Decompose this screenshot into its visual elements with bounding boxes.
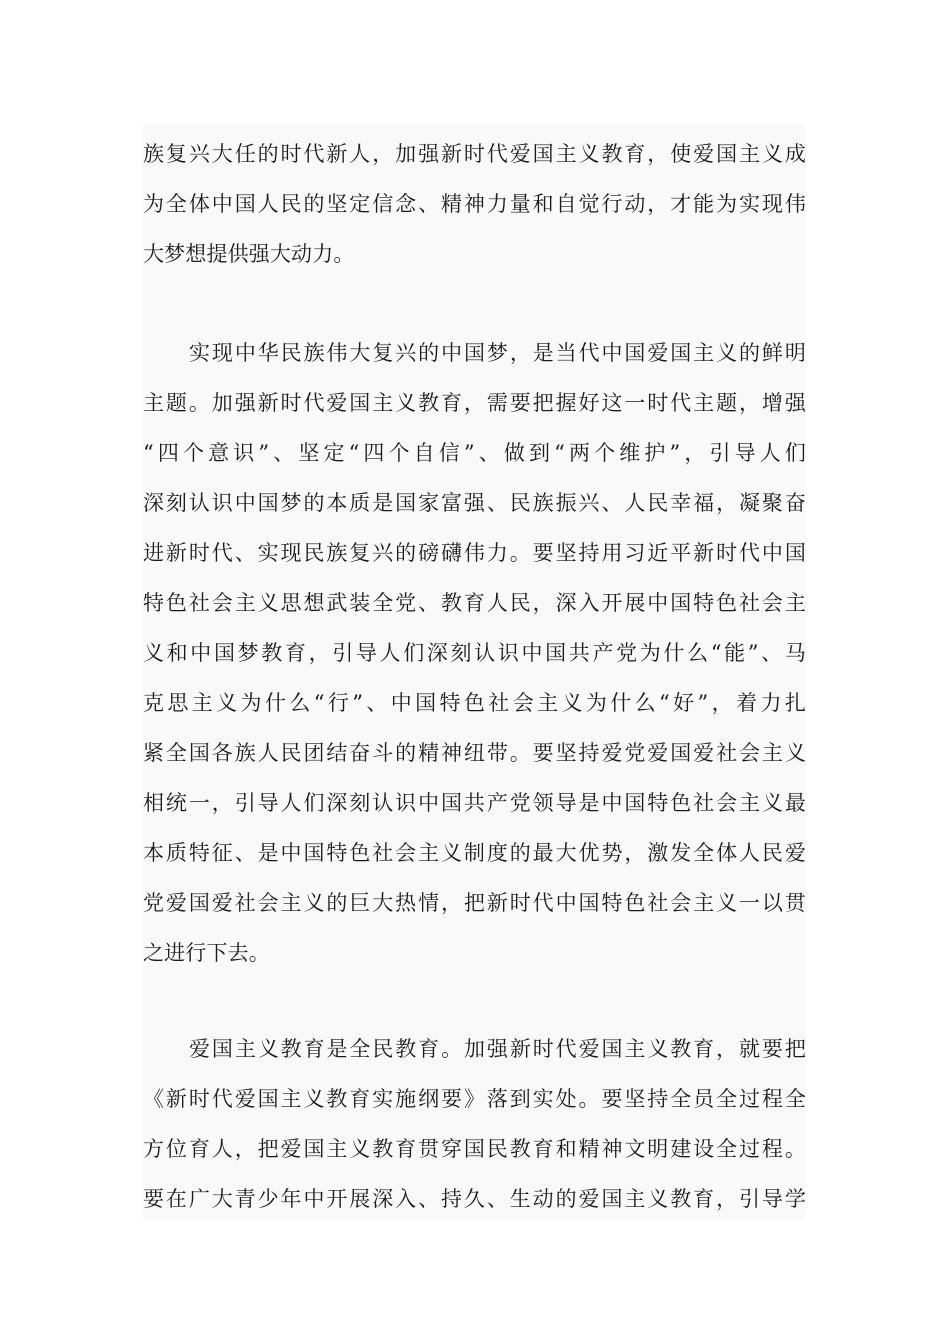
paragraph-2-line-11: 本质特征、是中国特色社会主义制度的最大优势，激发全体人民爱 [143, 841, 806, 865]
paragraph-3-line-2: 《新时代爱国主义教育实施纲要》落到实处。要坚持全员全过程全 [143, 1087, 806, 1111]
paragraph-2-line-10: 相统一，引导人们深刻认识中国共产党领导是中国特色社会主义最 [143, 791, 806, 815]
paragraph-1-line-2: 为全体中国人民的坚定信念、精神力量和自觉行动，才能为实现伟 [143, 192, 806, 216]
paragraph-1-line-1: 族复兴大任的时代新人，加强新时代爱国主义教育，使爱国主义成 [143, 142, 806, 166]
paragraph-2-line-12: 党爱国爱社会主义的巨大热情，把新时代中国特色社会主义一以贯 [143, 891, 806, 915]
paragraph-2-line-5: 进新时代、实现民族复兴的磅礴伟力。要坚持用习近平新时代中国 [143, 541, 806, 565]
paragraph-2-line-4: 深刻认识中国梦的本质是国家富强、民族振兴、人民幸福，凝聚奋 [143, 491, 806, 515]
paragraph-2-line-9: 紧全国各族人民团结奋斗的精神纽带。要坚持爱党爱国爱社会主义 [143, 741, 806, 765]
paragraph-3-line-1: 爱国主义教育是全民教育。加强新时代爱国主义教育，就要把 [189, 1037, 806, 1061]
paragraph-2-line-3: “四个意识”、坚定“四个自信”、做到“两个维护”，引导人们 [143, 441, 806, 465]
paragraph-3-line-3: 方位育人，把爱国主义教育贯穿国民教育和精神文明建设全过程。 [143, 1137, 806, 1161]
paragraph-3-line-4: 要在广大青少年中开展深入、持久、生动的爱国主义教育，引导学 [143, 1187, 806, 1211]
paragraph-2-line-2: 主题。加强新时代爱国主义教育，需要把握好这一时代主题，增强 [143, 391, 806, 415]
paragraph-2-line-6: 特色社会主义思想武装全党、教育人民，深入开展中国特色社会主 [143, 591, 806, 615]
paragraph-2-line-1: 实现中华民族伟大复兴的中国梦，是当代中国爱国主义的鲜明 [189, 341, 806, 365]
paragraph-2-line-7: 义和中国梦教育，引导人们深刻认识中国共产党为什么“能”、马 [143, 641, 806, 665]
paragraph-1-line-3: 大梦想提供强大动力。 [143, 242, 355, 266]
paragraph-2-line-13: 之进行下去。 [143, 941, 270, 965]
paragraph-2-line-8: 克思主义为什么“行”、中国特色社会主义为什么“好”，着力扎 [143, 691, 806, 715]
document-text-block [143, 124, 806, 1220]
